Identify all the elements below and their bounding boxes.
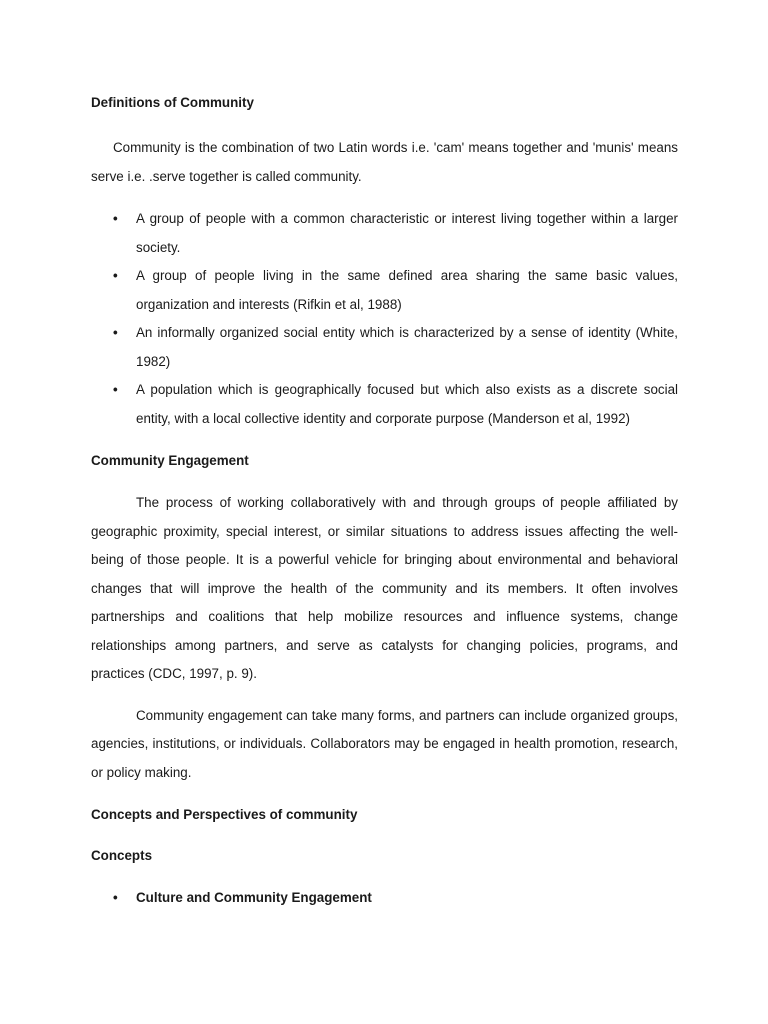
list-item <box>91 205 678 262</box>
list-item <box>91 319 678 376</box>
bullet-icon: • <box>113 325 118 340</box>
list-item-text: Culture and Community Engagement <box>136 890 372 905</box>
heading-concepts-perspectives: Concepts and Perspectives of community <box>91 807 358 822</box>
heading-community-engagement: Community Engagement <box>91 453 249 468</box>
list-item-text: A group of people with a common characteristic or interest living together within a larger society. <box>136 211 678 255</box>
list-item-text: A group of people living in the same defined area sharing the same basic values, organization and interests (Rifkin et al, 1988) <box>136 268 678 312</box>
bullet-icon: • <box>113 268 118 283</box>
paragraph-engagement-1: The process of working collaboratively with and through groups of people affiliated by geographic proximity, special interest, or similar situations to address issues affecting the well-being of those people. It is a powerful vehicle for bringing about environmental and behavioral changes that will improve the health of the community and its members. It often involves partnerships and coalitions that help mobilize resources and influence systems, change relationships among partners, and serve as catalysts for changing policies, programs, and practices (CDC, 1997, p. 9). <box>91 495 678 681</box>
bullet-icon: • <box>113 211 118 226</box>
heading-concepts: Concepts <box>91 848 153 863</box>
bullet-icon: • <box>113 382 118 397</box>
heading-definitions: Definitions of Community <box>91 95 254 110</box>
document-body <box>91 93 678 913</box>
list-item <box>91 376 678 433</box>
paragraph-engagement-2: Community engagement can take many forms, and partners can include organized groups, agencies, institutions, or individuals. Collaborators may be engaged in health promotion, research, or policy making. <box>91 707 678 780</box>
list-item <box>91 262 678 319</box>
bullet-icon: • <box>113 890 118 905</box>
list-item-text: An informally organized social entity which is characterized by a sense of identity (White, 1982) <box>136 325 678 369</box>
definitions-list <box>91 205 678 433</box>
concepts-list <box>91 884 678 913</box>
list-item <box>91 884 678 913</box>
list-item-text: A population which is geographically focused but which also exists as a discrete social entity, with a local collective identity and corporate purpose (Manderson et al, 1992) <box>136 382 678 426</box>
paragraph-definitions-intro: Community is the combination of two Latin words i.e. 'cam' means together and 'munis' means serve i.e. .serve together is called community. <box>91 140 678 184</box>
